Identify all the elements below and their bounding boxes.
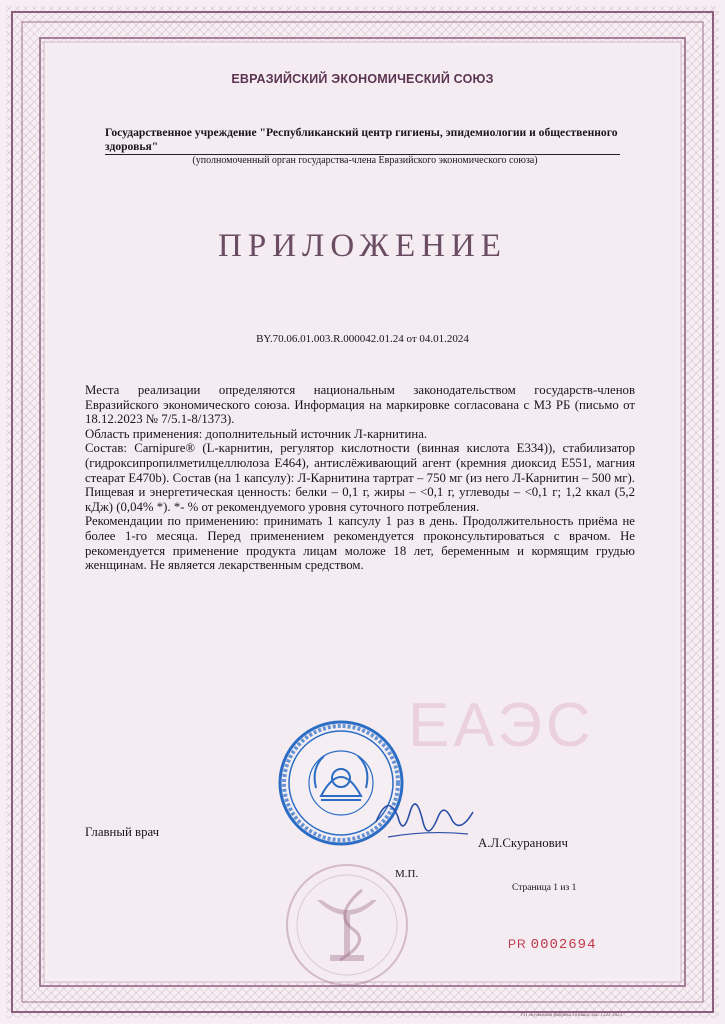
signatory-name: А.Л.Скуранович [478, 836, 568, 850]
paragraph-places: Места реализации определяются национальным законодательством государств-членов Евразийского экономического союза. Информация на маркировке согласована с МЗ РБ (письмо от 18.12.2023 № 7/5.1-8/1373). [85, 383, 635, 427]
printer-note: УП «Бумажная фабрика Гознака, зак. 1223-2023 [520, 1013, 623, 1018]
signature [368, 782, 488, 852]
page-title: ПРИЛОЖЕНИЕ [218, 228, 507, 264]
document-body [85, 383, 635, 573]
paragraph-scope: Область применения: дополнительный источник Л-карнитина. [85, 426, 428, 441]
serial-number [508, 937, 596, 953]
page-number: Страница 1 из 1 [512, 883, 577, 893]
document-number: BY.70.06.01.003.R.000042.01.24 от 04.01.2024 [256, 333, 469, 345]
seal-place: М.П. [395, 868, 419, 880]
paragraph-composition: Состав: Carnipure® (L-карнитин, регулятор кислотности (винная кислота E334)), стабилизатор (гидроксипропилметилцеллюлоза E464), антислёживающий агент (кремния диоксид E551, магния стеарат E470b). Состав (на 1 капсулу): Л-Карнитина тартрат – 750 мг (из него Л-Карнитин – 500 мг). Пищевая и энергетическая ценность: белки – 0,1 г, жиры – <0,1 г, углеводы – <0,1 г; 1,2 ккал (5,2 кДж) (0,04% *). *- % от рекомендуемого уровня суточного потребления. [85, 441, 635, 514]
watermark-eaes: ЕАЭС [408, 691, 595, 760]
paragraph-recommendations: Рекомендации по применению: принимать 1 капсулу 1 раз в день. Продолжительность приёма не более 1-го месяца. Перед применением рекомендуется проконсультироваться с врачом. Не рекомендуется применение продукта лицам моложе 18 лет, беременным и кормящим грудью женщинам. Не является лекарственным средством. [85, 514, 635, 573]
serial-prefix: PR [508, 937, 527, 951]
union-title: ЕВРАЗИЙСКИЙ ЭКОНОМИЧЕСКИЙ СОЮЗ [231, 72, 494, 86]
organization-name: Государственное учреждение "Республиканский центр гигиены, эпидемиологии и общественного здоровья" [105, 126, 618, 153]
organization-note: (уполномоченный орган государства-члена Евразийского экономического союза) [192, 155, 538, 166]
serial-value: 0002694 [530, 937, 597, 953]
signatory-role: Главный врач [85, 825, 160, 839]
